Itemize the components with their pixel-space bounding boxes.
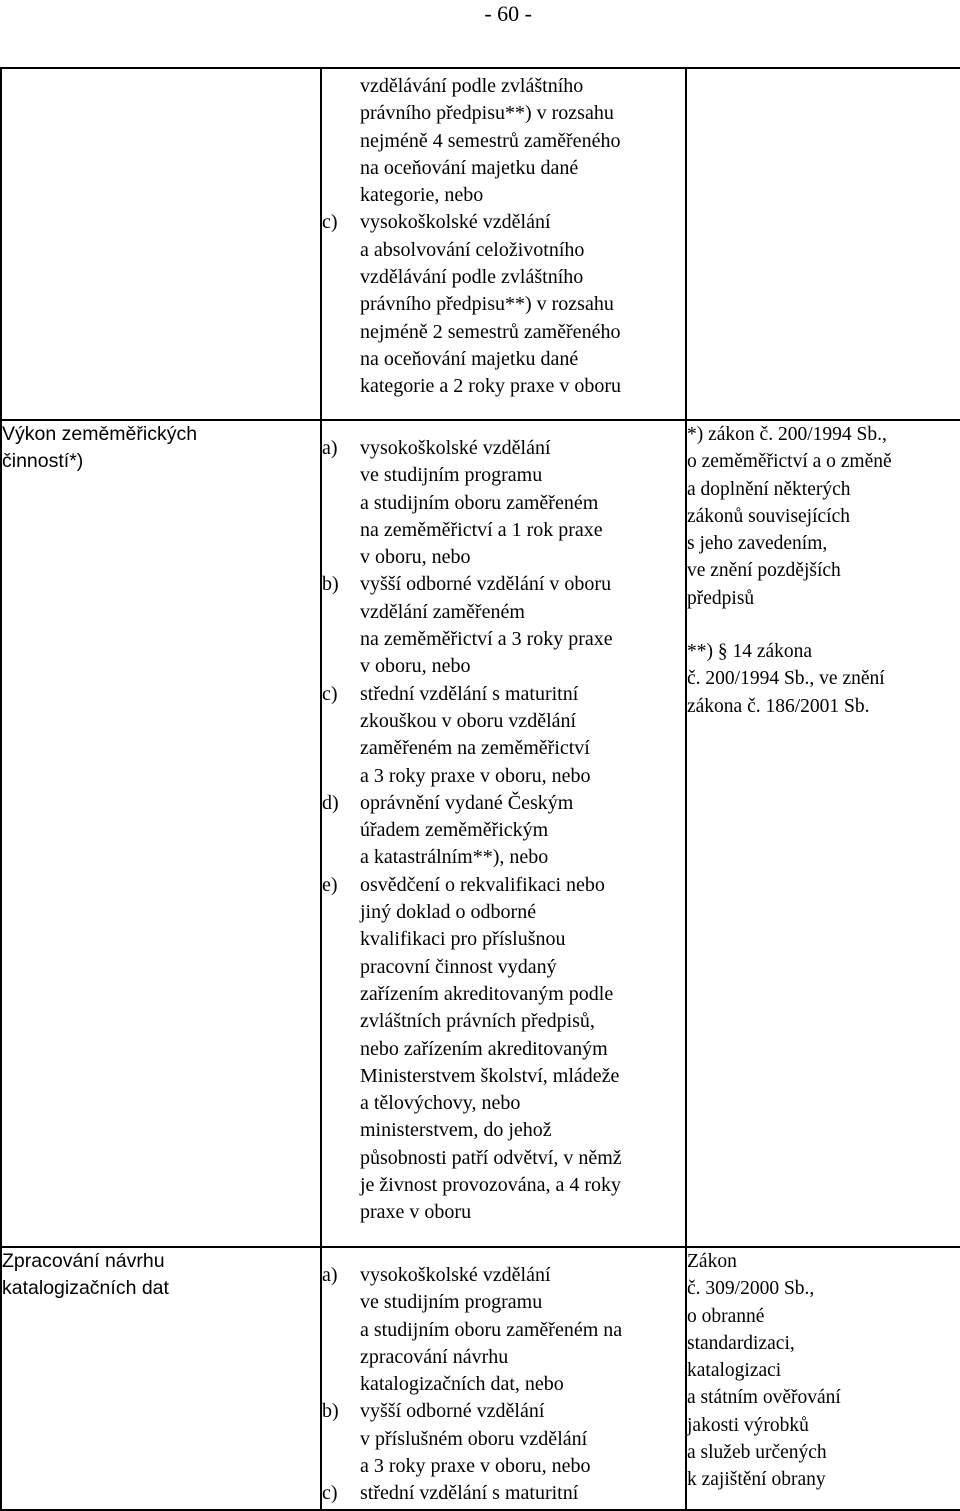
- reference-line: **) § 14 zákona: [687, 641, 813, 663]
- item-label: a): [322, 437, 338, 459]
- legal-reference: [687, 638, 960, 720]
- item-line: na zeměměřictví a 3 roky praxe: [360, 628, 613, 651]
- item-line: v příslušném oboru vzdělání: [360, 1427, 588, 1450]
- item-line: a 3 roky praxe v oboru, nebo: [360, 1455, 591, 1478]
- reference-cell: [686, 1247, 960, 1510]
- reference-line: jakosti výrobků: [687, 1414, 809, 1436]
- qualification-item: [322, 1262, 685, 1398]
- qualification-item: [322, 571, 685, 680]
- qualification-cell: [321, 68, 686, 420]
- reference-cell: [686, 420, 960, 1247]
- item-label: c): [322, 1482, 338, 1505]
- reference-line: s jeho zavedením,: [687, 533, 828, 555]
- reference-line: a státním ověřování: [687, 1387, 841, 1409]
- item-line: v oboru, nebo: [360, 546, 471, 569]
- qualification-item: [322, 73, 685, 209]
- qualification-item: [322, 681, 685, 790]
- item-label: [322, 73, 360, 209]
- item-line: a 3 roky praxe v oboru, nebo: [360, 764, 591, 787]
- item-line: kategorie, nebo: [360, 184, 484, 207]
- item-line: působnosti patří odvětví, v němž: [360, 1146, 622, 1169]
- qualification-cell: [321, 420, 686, 1247]
- item-text: [360, 73, 685, 209]
- item-label: b): [322, 573, 339, 596]
- reference-gap: [687, 612, 960, 638]
- item-line: ministerstvem, do jehož: [360, 1119, 552, 1142]
- item-line: právního předpisu**) v rozsahu: [360, 102, 614, 125]
- item-label: b): [322, 1400, 339, 1423]
- item-line: střední vzdělání s maturitní: [360, 682, 579, 705]
- reference-line: standardizaci,: [687, 1332, 795, 1354]
- reference-line: a služeb určených: [687, 1442, 827, 1464]
- item-line: vysokoškolské vzdělání: [360, 211, 551, 234]
- item-text: [360, 790, 685, 872]
- item-line: zpracování návrhu: [360, 1345, 509, 1368]
- item-line: a katastrálním**), nebo: [360, 846, 549, 869]
- reference-line: katalogizaci: [687, 1360, 782, 1382]
- item-line: jiný doklad o odborné: [360, 901, 537, 924]
- item-line: střední vzdělání s maturitní: [360, 1482, 579, 1505]
- legal-reference: [687, 421, 960, 612]
- item-line: a absolvování celoživotního: [360, 238, 585, 261]
- table-row: [1, 68, 960, 420]
- qualification-item: [322, 209, 685, 400]
- reference-line: o obranné: [687, 1305, 765, 1327]
- qualification-item: [322, 872, 685, 1227]
- table-row: [1, 420, 960, 1247]
- item-line: zvláštních právních předpisů,: [360, 1010, 595, 1033]
- item-line: praxe v oboru: [360, 1201, 472, 1224]
- item-line: na oceňování majetku dané: [360, 347, 579, 370]
- legal-reference: [687, 1248, 960, 1494]
- item-line: zaměřeném na zeměměřictví: [360, 737, 590, 760]
- item-text: [360, 872, 685, 1227]
- table-row: [1, 1247, 960, 1510]
- item-text: [360, 1398, 685, 1480]
- reference-line: *) zákon č. 200/1994 Sb.,: [687, 424, 887, 445]
- reference-line: č. 309/2000 Sb.,: [687, 1278, 815, 1300]
- item-line: zařízením akreditovaným podle: [360, 982, 614, 1005]
- qualification-item: [322, 790, 685, 872]
- reference-line: zákona č. 186/2001 Sb.: [687, 695, 870, 717]
- item-text: [360, 571, 685, 680]
- activity-line: činností*): [2, 450, 84, 473]
- item-line: nejméně 2 semestrů zaměřeného: [360, 320, 621, 343]
- item-text: [360, 209, 685, 400]
- item-line: právního předpisu**) v rozsahu: [360, 293, 614, 316]
- item-line: vysokoškolské vzdělání: [360, 1264, 551, 1286]
- item-line: je živnost provozována, a 4 roky: [360, 1174, 622, 1197]
- item-line: nebo zařízením akreditovaným: [360, 1037, 608, 1060]
- qualification-item: [322, 1480, 685, 1507]
- item-line: kvalifikaci pro příslušnou: [360, 928, 566, 951]
- activity-cell: [1, 68, 321, 420]
- item-label: c): [322, 682, 338, 705]
- item-label: d): [322, 791, 339, 814]
- item-label: e): [322, 873, 338, 896]
- reference-line: ve znění pozdějších: [687, 560, 841, 582]
- reference-line: a doplnění některých: [687, 478, 851, 500]
- page-number: - 60 -: [484, 1, 532, 26]
- item-line: nejméně 4 semestrů zaměřeného: [360, 129, 621, 152]
- qualification-cell: [321, 1247, 686, 1510]
- reference-line: Zákon: [687, 1251, 737, 1272]
- reference-line: předpisů: [687, 587, 755, 609]
- item-line: vzdělání zaměřeném: [360, 600, 525, 623]
- item-line: vysokoškolské vzdělání: [360, 437, 551, 459]
- item-line: Ministerstvem školství, mládeže: [360, 1064, 620, 1087]
- item-line: ve studijním programu: [360, 464, 543, 487]
- item-line: v oboru, nebo: [360, 655, 471, 678]
- item-line: a studijním oboru zaměřeném na: [360, 1318, 623, 1341]
- item-line: a studijním oboru zaměřeném: [360, 491, 599, 514]
- item-text: [360, 435, 685, 571]
- item-label: c): [322, 211, 338, 234]
- activity-cell: [1, 1247, 321, 1510]
- item-text: [360, 681, 685, 790]
- item-line: úřadem zeměměřickým: [360, 819, 549, 842]
- activity-cell: [1, 420, 321, 1247]
- item-line: na oceňování majetku dané: [360, 156, 579, 179]
- item-line: vyšší odborné vzdělání: [360, 1400, 545, 1423]
- qualification-item: [322, 435, 685, 571]
- item-line: katalogizačních dat, nebo: [360, 1373, 564, 1396]
- item-text: [360, 1480, 685, 1507]
- qualification-item: [322, 1398, 685, 1480]
- reference-line: č. 200/1994 Sb., ve znění: [687, 668, 885, 690]
- item-text: [360, 1262, 685, 1398]
- item-line: pracovní činnost vydaný: [360, 955, 557, 978]
- reference-line: o zeměměřictví a o změně: [687, 451, 892, 473]
- item-line: osvědčení o rekvalifikaci nebo: [360, 873, 605, 896]
- item-line: na zeměměřictví a 1 rok praxe: [360, 518, 603, 541]
- item-line: oprávnění vydané Českým: [360, 791, 574, 814]
- qualification-table: [0, 67, 960, 1511]
- reference-cell: [686, 68, 960, 420]
- item-line: ve studijním programu: [360, 1291, 543, 1314]
- item-line: vzdělávání podle zvláštního: [360, 75, 584, 97]
- item-line: zkouškou v oboru vzdělání: [360, 709, 577, 732]
- item-line: a tělovýchovy, nebo: [360, 1092, 521, 1115]
- activity-line: katalogizačních dat: [2, 1277, 169, 1300]
- item-line: vzdělávání podle zvláštního: [360, 266, 584, 289]
- item-label: a): [322, 1264, 338, 1286]
- reference-line: k zajištění obrany: [687, 1469, 826, 1491]
- item-line: kategorie a 2 roky praxe v oboru: [360, 375, 622, 398]
- reference-line: zákonů souvisejících: [687, 505, 850, 527]
- activity-line: Zpracování návrhu: [2, 1250, 165, 1272]
- activity-line: Výkon zeměměřických: [2, 423, 198, 445]
- item-line: vyšší odborné vzdělání v oboru: [360, 573, 612, 596]
